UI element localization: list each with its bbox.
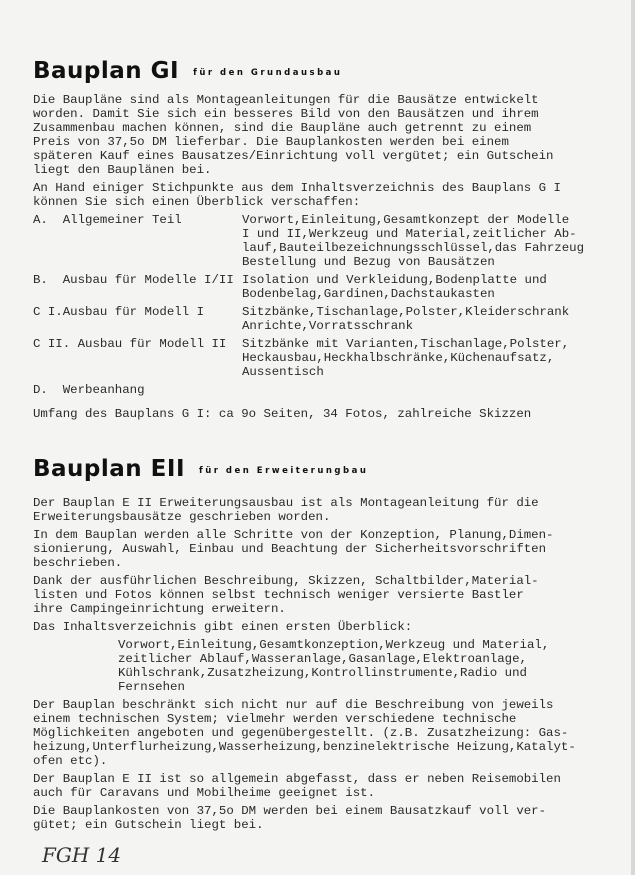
item-text: Vorwort,Einleitung,Gesamtkonzept der Modelle I und II,Werkzeug und Material,zeitlicher Ab- lauf,Bauteilbezeichnungsschlüssel,das Fahrzeug Bestellung und Bezug von Bausätzen <box>242 213 585 269</box>
item-label: D. Werbeanhang <box>33 383 145 397</box>
contents-item-b <box>33 273 623 301</box>
paragraph: Der Bauplan beschränkt sich nicht nur auf die Beschreibung von jeweils einem technischen System; vielmehr werden verschiedene technische Möglichkeiten angeboten und gegenübergestellt. (z.B. Zusatzheizung: Gas- heizung,Unterflurheizung,Wasserheizung,benzinelektrische Heizung,Katalyt- ofen etc). <box>33 698 576 768</box>
item-label: A. Allgemeiner Teil <box>33 213 182 227</box>
section-title-gi <box>33 58 342 84</box>
paragraph: Die Bauplankosten von 37,5o DM werden bei einem Bausatzkauf voll ver- gütet; ein Gutschein liegt bei. <box>33 804 547 832</box>
intro-paragraph: Die Baupläne sind als Montageanleitungen für die Bausätze entwickelt worden. Damit Sie sich ein besseres Bild von den Bausätzen und ihrem Zusammenbau machen können, sind die Baupläne auch getrennt zu einem Preis von 37,5o DM lieferbar. Die Bauplankosten werden bei einem späteren Kauf eines Bausatzes/Einrichtung voll vergütet; ein Gutschein liegt den Bauplänen bei. <box>33 93 554 177</box>
subtitle-text: für den Grundausbau <box>193 68 343 78</box>
contents-item-c1 <box>33 305 623 333</box>
paragraph: Der Bauplan E II ist so allgemein abgefasst, dass er neben Reisemobilen auch für Caravans und Mobilheime geeignet ist. <box>33 772 561 800</box>
paragraph: Das Inhaltsverzeichnis gibt einen ersten Überblick: <box>33 620 413 634</box>
page-edge-shadow <box>631 0 635 875</box>
item-label: B. Ausbau für Modelle I/II <box>33 273 234 287</box>
section-eii-body <box>33 496 623 836</box>
paragraph: Dank der ausführlichen Beschreibung, Skizzen, Schaltbilder,Material- listen und Fotos können selbst technisch weniger versierte Bastler ihre Campingeinrichtung erweitern. <box>33 574 539 616</box>
section-gi-body <box>33 93 623 425</box>
item-text: Isolation und Verkleidung,Bodenplatte und Bodenbelag,Gardinen,Dachstaukasten <box>242 273 547 301</box>
contents-item-d <box>33 383 623 397</box>
contents-item-c2 <box>33 337 623 379</box>
scope-line: Umfang des Bauplans G I: ca 9o Seiten, 34 Fotos, zahlreiche Skizzen <box>33 407 532 421</box>
subtitle-text: für den Erweiterungbau <box>199 466 369 476</box>
item-text <box>242 383 623 397</box>
item-label: C II. Ausbau für Modell II <box>33 337 227 351</box>
title-text: Bauplan EII <box>33 456 186 482</box>
handwritten-note: FGH 14 <box>42 843 122 867</box>
lead-paragraph: An Hand einiger Stichpunkte aus dem Inhaltsverzeichnis des Bauplans G I können Sie sich einen Überblick verschaffen: <box>33 181 561 209</box>
contents-item-a <box>33 213 623 269</box>
contents-list: Vorwort,Einleitung,Gesamtkonzeption,Werkzeug und Material, zeitlicher Ablauf,Wasseranlage,Gasanlage,Elektroanlage, Kühlschrank,Zusatzheizung,Kontrollinstrumente,Radio und Fernsehen <box>118 638 550 694</box>
section-title-eii <box>33 456 368 482</box>
item-text: Sitzbänke,Tischanlage,Polster,Kleiderschrank Anrichte,Vorratsschrank <box>242 305 570 333</box>
paragraph: Der Bauplan E II Erweiterungsausbau ist als Montageanleitung für die Erweiterungsbausätze geschrieben worden. <box>33 496 539 524</box>
paragraph: In dem Bauplan werden alle Schritte von der Konzeption, Planung,Dimen- sionierung, Auswahl, Einbau und Beachtung der Sicherheitsvorschriften beschrieben. <box>33 528 554 570</box>
item-label: C I.Ausbau für Modell I <box>33 305 205 319</box>
title-text: Bauplan GI <box>33 58 180 84</box>
item-text: Sitzbänke mit Varianten,Tischanlage,Polster, Heckausbau,Heckhalbschränke,Küchenaufsatz, Aussentisch <box>242 337 570 379</box>
